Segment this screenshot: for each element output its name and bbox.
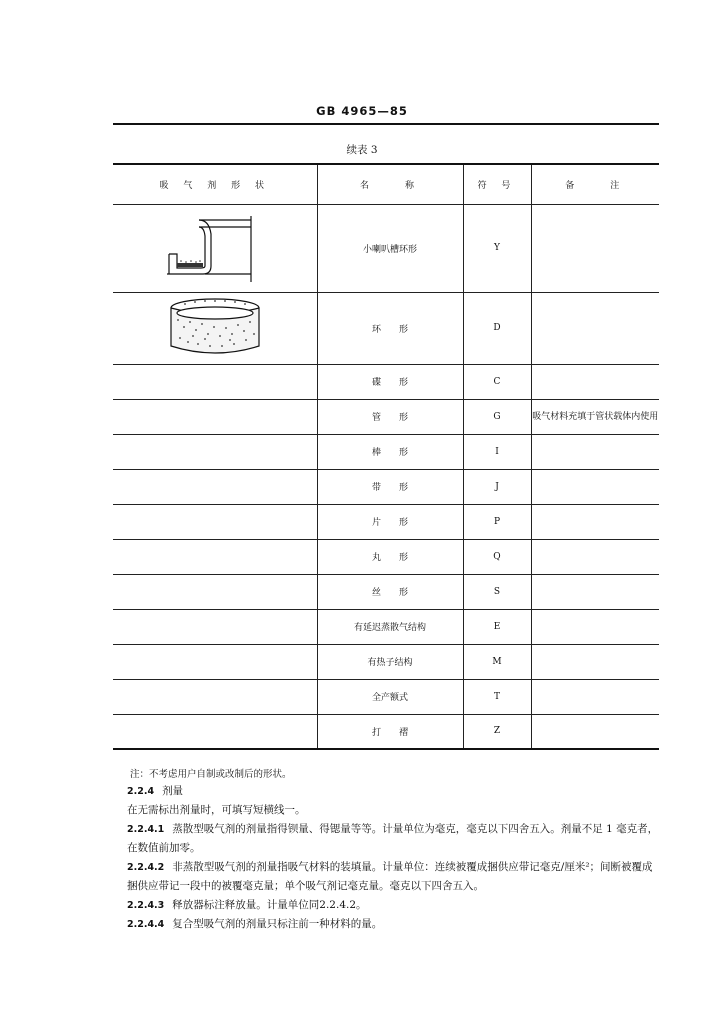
col-header-name: 名 称 xyxy=(317,164,463,204)
section-2-2-4 xyxy=(113,782,661,934)
section-number: 2.2.4.1 xyxy=(127,824,165,835)
paragraph-text: 蒸散型吸气剂的剂量指得钡量、得锶量等等。计量单位为毫克，毫克以下四舍五入。剂量不足 1 毫克者，在数值前加零。 xyxy=(127,823,659,854)
row-symbol: Q xyxy=(463,539,531,574)
trumpet-groove-ring-figure xyxy=(155,208,275,288)
row-remark xyxy=(531,574,659,609)
row-remark: 吸气材料充填于管状载体内使用 xyxy=(531,399,659,434)
row-remark xyxy=(531,204,659,292)
paragraph-text: 非蒸散型吸气剂的剂量指吸气材料的装填量。计量单位：连续被覆成捆供应带记毫克/厘米²；间断被覆成捆供应带记一段中的被覆毫克量；单个吸气剂记毫克量。毫克以下四舍五入。 xyxy=(127,861,653,892)
row-name: 打 褶 xyxy=(317,714,463,749)
table-row xyxy=(113,574,659,609)
header-rule xyxy=(113,123,659,125)
col-header-shape: 吸 气 剂 形 状 xyxy=(113,164,317,204)
table-row xyxy=(113,292,659,364)
table-note: 注：不考虑用户自制或改制后的形状。 xyxy=(130,769,292,780)
shape-cell xyxy=(113,574,317,609)
row-symbol: G xyxy=(463,399,531,434)
row-name: 丸 形 xyxy=(317,539,463,574)
row-name: 有热子结构 xyxy=(317,644,463,679)
heading-2-2-4 xyxy=(113,782,661,801)
row-remark xyxy=(531,292,659,364)
shape-cell xyxy=(113,644,317,679)
table-row xyxy=(113,644,659,679)
paragraph-text: 释放器标注释放量。计量单位同2.2.4.2。 xyxy=(172,899,367,911)
table-row xyxy=(113,679,659,714)
row-name: 碟 形 xyxy=(317,364,463,399)
shape-cell xyxy=(113,504,317,539)
row-symbol: J xyxy=(463,469,531,504)
table-row xyxy=(113,399,659,434)
row-symbol: T xyxy=(463,679,531,714)
section-title: 剂量 xyxy=(162,785,184,797)
row-remark xyxy=(531,644,659,679)
getter-shape-table xyxy=(113,163,659,750)
shape-cell xyxy=(113,539,317,574)
table-caption: 续表 3 xyxy=(346,144,378,156)
paragraph xyxy=(113,801,661,820)
row-name: 环 形 xyxy=(317,292,463,364)
row-symbol: M xyxy=(463,644,531,679)
shape-cell xyxy=(113,469,317,504)
row-name: 棒 形 xyxy=(317,434,463,469)
row-symbol: P xyxy=(463,504,531,539)
row-remark xyxy=(531,469,659,504)
shape-cell xyxy=(113,679,317,714)
section-number: 2.2.4.2 xyxy=(127,862,165,873)
row-name: 片 形 xyxy=(317,504,463,539)
row-remark xyxy=(531,539,659,574)
paragraph-text: 复合型吸气剂的剂量只标注前一种材料的量。 xyxy=(172,918,383,930)
shape-cell xyxy=(113,204,317,292)
col-header-symbol: 符 号 xyxy=(463,164,531,204)
row-name: 有延迟蒸散气结构 xyxy=(317,609,463,644)
row-remark xyxy=(531,609,659,644)
table-row xyxy=(113,504,659,539)
table-row xyxy=(113,539,659,574)
row-name: 带 形 xyxy=(317,469,463,504)
row-symbol: D xyxy=(463,292,531,364)
paragraph-2-2-4-4 xyxy=(113,915,661,934)
section-number: 2.2.4.3 xyxy=(127,900,165,911)
row-symbol: I xyxy=(463,434,531,469)
row-symbol: S xyxy=(463,574,531,609)
row-remark xyxy=(531,679,659,714)
table-row xyxy=(113,609,659,644)
row-symbol: E xyxy=(463,609,531,644)
shape-cell xyxy=(113,364,317,399)
table-row xyxy=(113,469,659,504)
row-name: 全产额式 xyxy=(317,679,463,714)
row-remark xyxy=(531,714,659,749)
row-remark xyxy=(531,434,659,469)
row-name: 小喇叭槽环形 xyxy=(317,204,463,292)
table-header-row xyxy=(113,164,659,204)
shape-cell xyxy=(113,609,317,644)
table-row xyxy=(113,204,659,292)
shape-cell xyxy=(113,292,317,364)
shape-cell xyxy=(113,399,317,434)
row-symbol: Z xyxy=(463,714,531,749)
section-number: 2.2.4 xyxy=(127,786,155,797)
paragraph-2-2-4-1 xyxy=(113,820,661,858)
row-remark xyxy=(531,364,659,399)
row-name: 丝 形 xyxy=(317,574,463,609)
row-name: 管 形 xyxy=(317,399,463,434)
row-remark xyxy=(531,504,659,539)
paragraph-2-2-4-3 xyxy=(113,896,661,915)
paragraph-2-2-4-2 xyxy=(113,858,661,896)
table-row xyxy=(113,364,659,399)
standard-code: GB 4965—85 xyxy=(316,104,408,118)
col-header-remark: 备 注 xyxy=(531,164,659,204)
shape-cell xyxy=(113,434,317,469)
shape-cell xyxy=(113,714,317,749)
paragraph-text: 在无需标出剂量时，可填写短横线一。 xyxy=(127,804,306,816)
table-row xyxy=(113,434,659,469)
section-number: 2.2.4.4 xyxy=(127,919,165,930)
table-row xyxy=(113,714,659,749)
row-symbol: C xyxy=(463,364,531,399)
row-symbol: Y xyxy=(463,204,531,292)
ring-figure xyxy=(160,294,270,362)
